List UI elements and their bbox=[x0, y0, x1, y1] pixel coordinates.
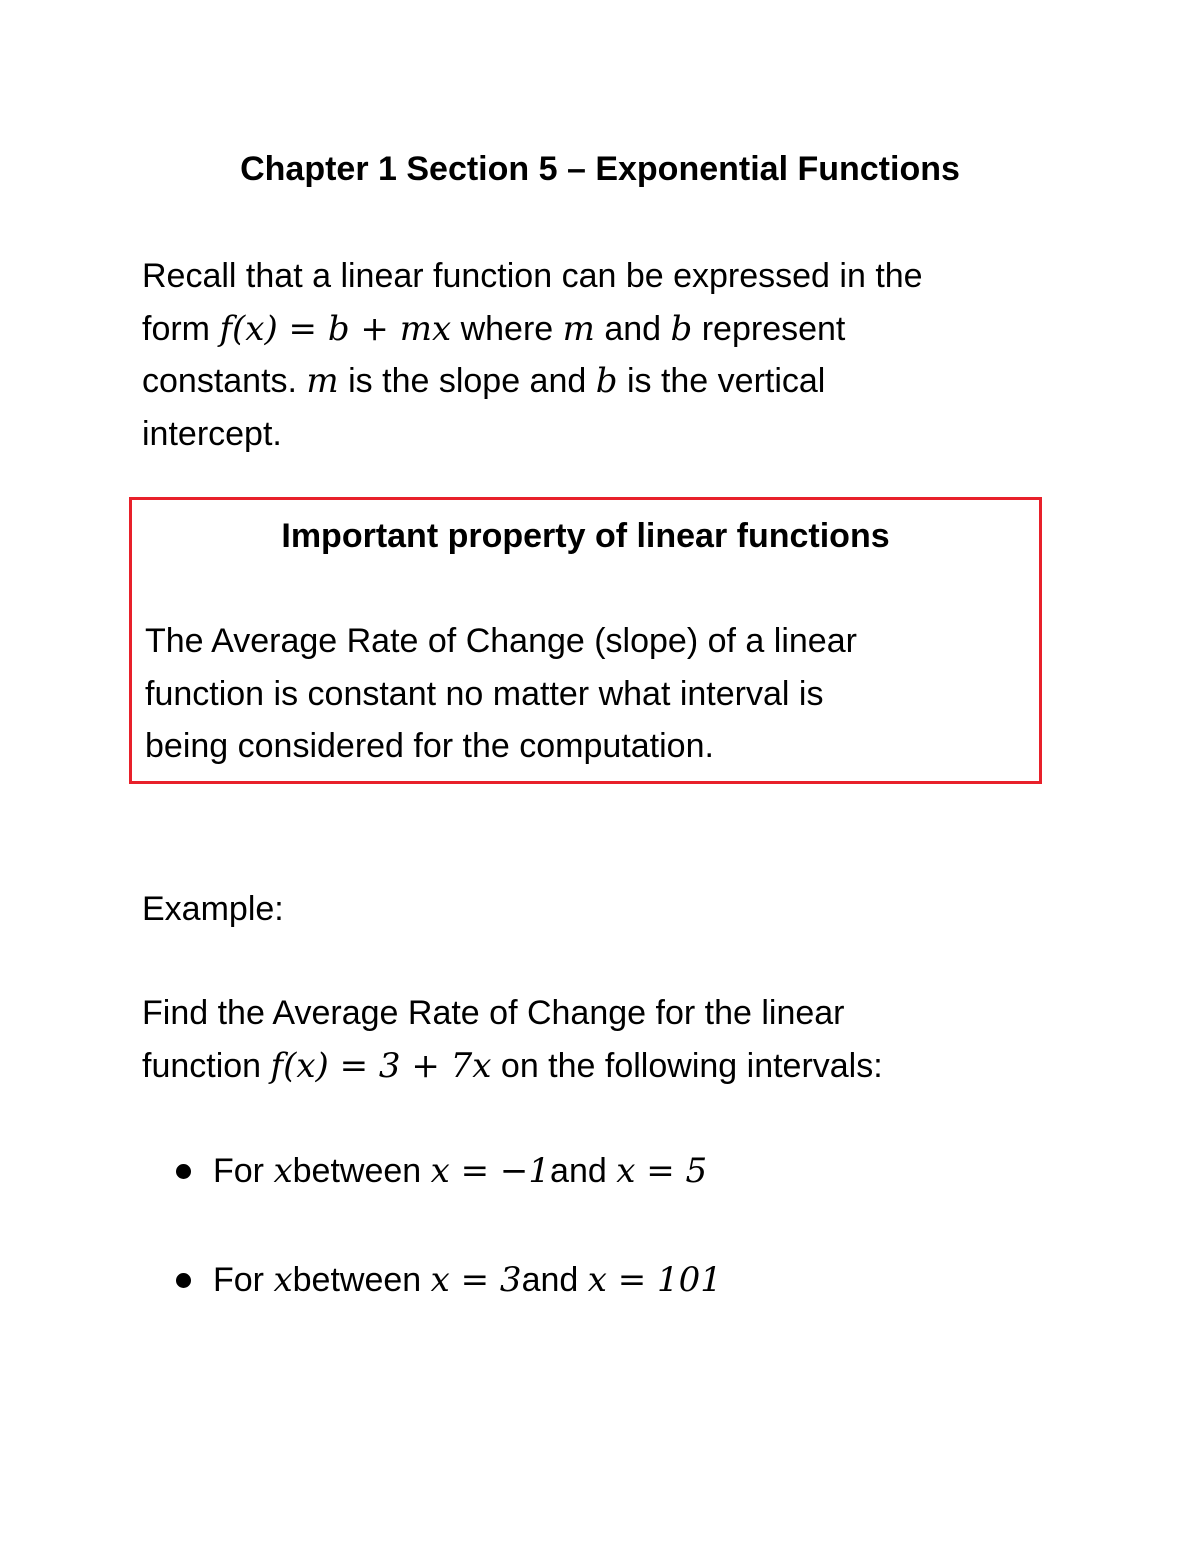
interval-start: x = 3 bbox=[430, 1260, 522, 1300]
var-m: m bbox=[306, 361, 339, 401]
bullet-text: between bbox=[292, 1152, 422, 1190]
property-box-title: Important property of linear functions bbox=[281, 517, 890, 555]
bullet-text: and bbox=[550, 1152, 607, 1190]
var-x: x bbox=[273, 1260, 293, 1300]
var-m: m bbox=[562, 308, 595, 349]
var-x: x bbox=[273, 1151, 293, 1191]
intro-text: and bbox=[594, 309, 671, 348]
interval-end: x = 101 bbox=[587, 1260, 722, 1300]
interval-end: x = 5 bbox=[616, 1151, 708, 1191]
intro-text: form bbox=[142, 309, 220, 348]
question-text: Find the Average Rate of Change for the linear bbox=[142, 994, 845, 1032]
list-item bbox=[176, 1257, 722, 1303]
intro-text: is the vertical bbox=[617, 362, 826, 400]
intro-text: constants. bbox=[142, 362, 307, 400]
property-line: function is constant no matter what interval is bbox=[145, 674, 824, 713]
var-b: b bbox=[595, 361, 618, 401]
intro-text: is the slope and bbox=[338, 362, 596, 400]
list-item bbox=[176, 1148, 707, 1194]
property-line: being considered for the computation. bbox=[145, 727, 714, 765]
bullet-text: between bbox=[292, 1261, 422, 1299]
bullet-icon bbox=[176, 1273, 191, 1288]
bullet-icon bbox=[176, 1164, 191, 1179]
example-label: Example: bbox=[142, 890, 284, 928]
example-formula: f(x) = 3 + 7x bbox=[270, 1045, 492, 1086]
var-b: b bbox=[670, 308, 693, 349]
intro-text: where bbox=[451, 309, 563, 348]
intro-paragraph bbox=[142, 250, 1102, 460]
interval-start: x = −1 bbox=[430, 1151, 551, 1191]
page-title: Chapter 1 Section 5 – Exponential Functions bbox=[240, 150, 960, 188]
intro-text: represent bbox=[692, 309, 846, 348]
linear-formula: f(x) = b + mx bbox=[219, 308, 452, 349]
bullet-text: For bbox=[213, 1152, 264, 1190]
property-box-text bbox=[145, 615, 1025, 773]
property-line: The Average Rate of Change (slope) of a linear bbox=[145, 622, 857, 660]
bullet-text: and bbox=[521, 1261, 579, 1299]
intro-text: intercept. bbox=[142, 414, 282, 453]
example-question bbox=[142, 987, 1102, 1092]
question-text: on the following intervals: bbox=[491, 1046, 883, 1085]
intro-text: Recall that a linear function can be expressed in the bbox=[142, 257, 923, 295]
bullet-text: For bbox=[213, 1261, 264, 1299]
property-box bbox=[129, 497, 1042, 784]
question-text: function bbox=[142, 1046, 271, 1085]
